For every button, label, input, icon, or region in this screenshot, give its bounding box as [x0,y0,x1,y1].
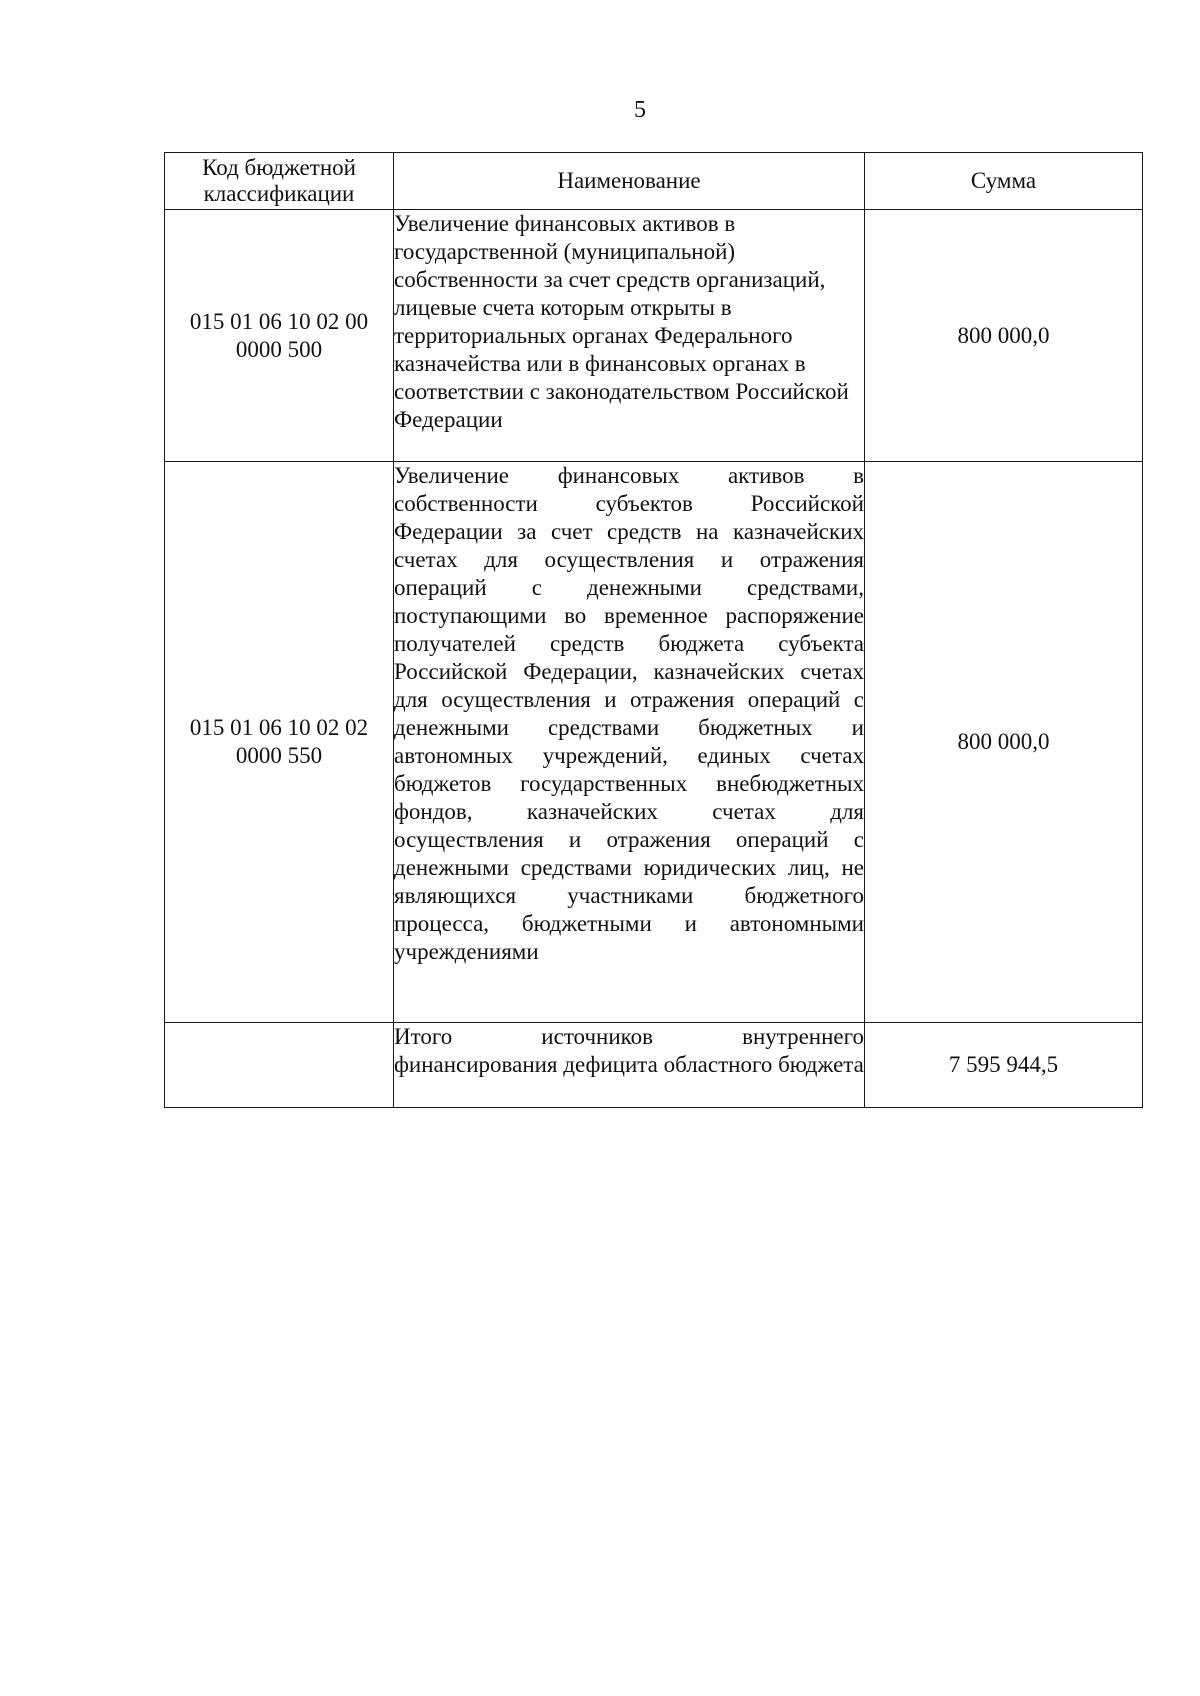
table-row [165,462,1143,1023]
total-amount-cell: 7 595 944,5 [865,1023,1143,1108]
budget-sources-table [164,152,1143,1108]
header-code: Код бюджетной классификации [165,153,394,210]
item-name-cell: Увеличение финансовых активов в собственности субъектов Российской Федерации за счет средств на казначейских счетах для осуществления и отражения операций с денежными средствами, поступающими во временное распоряжение получателей средств бюджета субъекта Российской Федерации, казначейских счетах для осуществления и отражения операций с денежными средствами бюджетных и автономных учреждений, единых счетах бюджетов государственных внебюджетных фондов, казначейских счетах для осуществления и отражения операций с денежными средствами юридических лиц, не являющихся участниками бюджетного процесса, бюджетными и автономными учреждениями [394,462,865,1023]
amount-cell: 800 000,0 [865,210,1143,462]
amount-cell: 800 000,0 [865,462,1143,1023]
page-number: 5 [634,97,646,123]
total-row [165,1023,1143,1108]
header-sum: Сумма [865,153,1143,210]
table-row [165,210,1143,462]
table-header-row [165,153,1143,210]
header-name: Наименование [394,153,865,210]
budget-code-cell: 015 01 06 10 02 02 0000 550 [165,462,394,1023]
item-name-cell: Увеличение финансовых активов в государственной (муниципальной) собственности за счет средств организаций, лицевые счета которым открыты в территориальных органах Федерального казначейства или в финансовых органах в соответствии с законодательством Российской Федерации [394,210,865,462]
budget-code-cell: 015 01 06 10 02 00 0000 500 [165,210,394,462]
budget-code-cell [165,1023,394,1108]
total-label-cell: Итого источников внутреннего финансирования дефицита областного бюджета [394,1023,865,1108]
